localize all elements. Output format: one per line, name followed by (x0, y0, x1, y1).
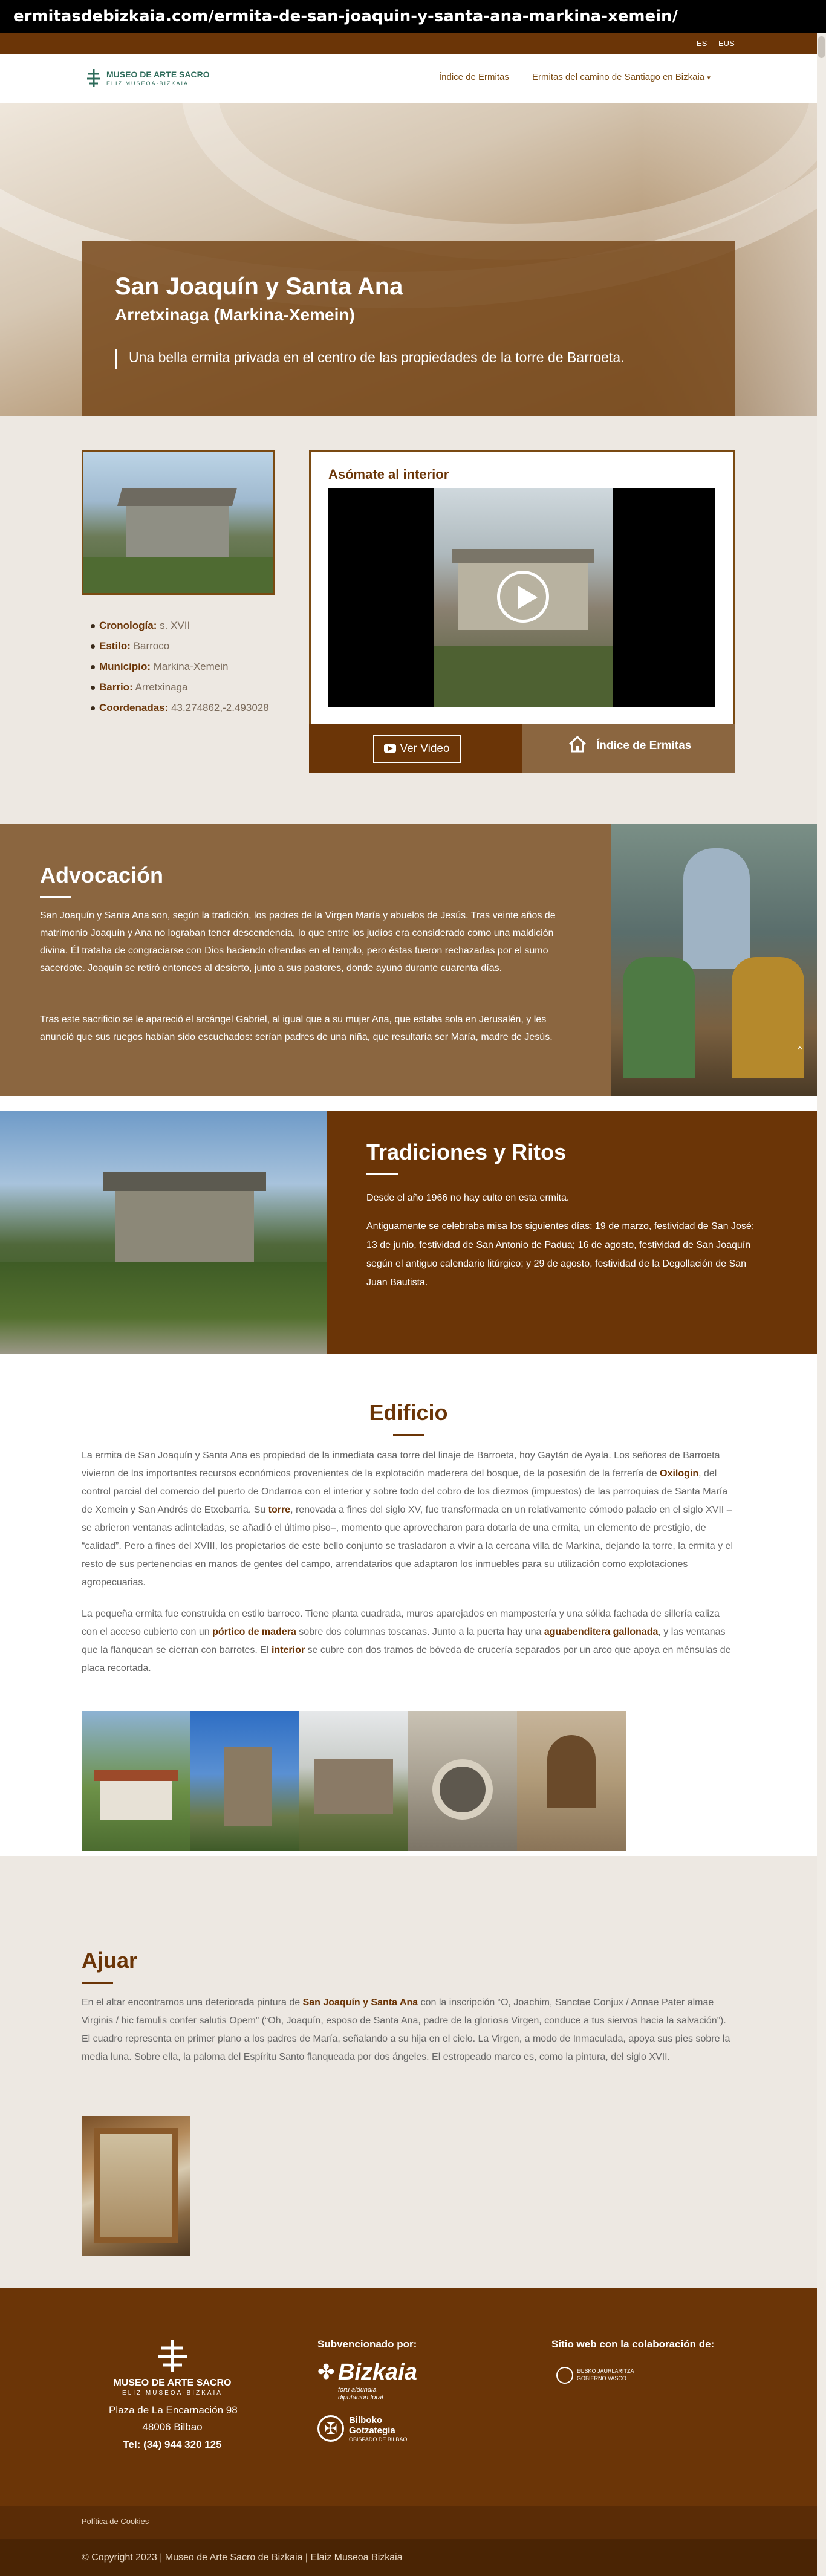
scrollbar-thumb[interactable] (818, 36, 825, 58)
interior-link[interactable]: interior (271, 1645, 305, 1655)
tradiciones-paragraph-1: Desde el año 1966 no hay culto en esta ermita. (366, 1193, 570, 1203)
museum-logo-icon (85, 68, 103, 88)
advocacion-title: Advocación (40, 863, 164, 887)
museum-logo-icon (154, 2338, 190, 2373)
fact-barrio: Barrio: Arretxinaga (91, 677, 284, 698)
bizkaia-leaf-icon: ✤ (317, 2361, 335, 2384)
footer-address: Plaza de La Encarnación 98 (109, 2404, 238, 2416)
page-subtitle: Arretxinaga (Markina-Xemein) (115, 305, 355, 324)
fact-cronologia: Cronología: s. XVII (91, 615, 284, 636)
advocacion-painting (611, 824, 817, 1096)
gallery-image-4[interactable] (408, 1711, 517, 1851)
tradiciones-paragraph-2: Antiguamente se celebraba misa los siguientes días: 19 de marzo, festividad de San José; 13 de junio, festividad de San Antonio de Padua; 16 de agosto, festividad de San Joaquín según el antiguo calendario litúrgico; y 29 de agosto, festividad de la Degollación de San Juan Bautista. (366, 1221, 755, 1288)
tradiciones-divider (366, 1173, 398, 1175)
edificio-title: Edificio (369, 1400, 448, 1425)
page-title: San Joaquín y Santa Ana (115, 273, 403, 300)
fact-coordenadas: Coordenadas: 43.274862,-2.493028 (91, 698, 284, 718)
subvencionado-heading: Subvencionado por: (317, 2338, 417, 2350)
page-scrollbar[interactable] (817, 33, 826, 2576)
colaboracion-heading: Sitio web con la colaboración de: (551, 2338, 715, 2350)
fact-municipio: Municipio: Markina-Xemein (91, 657, 284, 677)
advocacion-paragraph-2: Tras este sacrificio se le apareció el arcángel Gabriel, al igual que a su mujer Ana, que estaba sola en Jerusalén, y les anunció que sus ruegos habían sido escuchados: serían padres de una niña, que resultaría ser María, madre de Jesús. (40, 1014, 553, 1042)
tagline-divider (115, 349, 117, 369)
tradiciones-photo (0, 1111, 327, 1354)
footer-city: 48006 Bilbao (142, 2421, 203, 2433)
hero-tagline: Una bella ermita privada en el centro de las propiedades de la torre de Barroeta. (129, 349, 625, 365)
bilboko-gotzategia-logo[interactable]: ✠ Bilboko Gotzategia OBISPADO DE BILBAO (317, 2415, 438, 2451)
ver-video-button[interactable]: Ver Video (373, 735, 461, 763)
chevron-down-icon: ▾ (707, 74, 711, 82)
fact-estilo: Estilo: Barroco (91, 636, 284, 657)
edificio-paragraph-2: La pequeña ermita fue construida en estilo barroco. Tiene planta cuadrada, muros aparejados en mampostería y una sólida fachada de sillería caliza con el acceso cubierto con un pórtico de madera sobre dos columnas toscanas. Junto a la puerta hay una aguabenditera gallonada, y las ventanas que la flanquean se cierran con barrotes. El interior se cubre con dos tramos de bóveda de crucería separados por un arco que apoya en ménsulas de placa recortada. (82, 1609, 731, 1673)
tradiciones-title: Tradiciones y Ritos (366, 1140, 567, 1164)
copyright-text: © Copyright 2023 | Museo de Arte Sacro de Bizkaia | Elaiz Museoa Bizkaia (82, 2552, 403, 2563)
ajuar-paragraph: En el altar encontramos una deteriorada pintura de San Joaquín y Santa Ana con la inscripción “O, Joachim, Sanctae Conjux / Annae Pater almae Virginis / hic famulis confer salutis Opem” (“Oh, Joaquín, esposo de Santa Ana, padre de la gloriosa Virgen, conduce a tus siervos hacia la salvación”). El cuadro representa en primer plano a los padres de María, señalando a su hija en el cielo. La Virgen, a modo de Inmaculada, apoya sus pies sobre la media luna. Sobre ella, la paloma del Espíritu Santo flanqueada por dos ángeles. El estropeado marco es, como la pintura, del siglo XVII. (82, 1997, 730, 2062)
advocacion-divider (40, 896, 71, 898)
ajuar-title: Ajuar (82, 1948, 138, 1973)
torre-link[interactable]: torre (268, 1505, 291, 1515)
gallery-image-5[interactable] (517, 1711, 626, 1851)
edificio-divider (393, 1434, 424, 1436)
cross-icon: ✠ (317, 2415, 344, 2442)
lang-eus-link[interactable]: EUS (718, 39, 735, 48)
eusko-emblem-icon (556, 2367, 573, 2384)
gallery-image-2[interactable] (190, 1711, 299, 1851)
hermitage-photo[interactable] (82, 450, 275, 595)
video-title: Asómate al interior (328, 467, 449, 482)
scroll-top-icon[interactable]: ⌃ (796, 1046, 804, 1056)
facts-list (91, 615, 284, 718)
hero-overlay-box (82, 241, 735, 418)
indice-ermitas-button[interactable]: Índice de Ermitas (568, 733, 714, 759)
ajuar-divider (82, 1982, 113, 1984)
aguabenditera-link[interactable]: aguabenditera gallonada (544, 1627, 659, 1637)
gobierno-vasco-logo[interactable]: EUSKO JAURLARITZA GOBIERNO VASCO (556, 2367, 647, 2391)
gallery-image-1[interactable] (82, 1711, 190, 1851)
cookies-policy-link[interactable]: Política de Cookies (82, 2517, 149, 2526)
browser-url-bar[interactable]: ermitasdebizkaia.com/ermita-de-san-joaquin-y-santa-ana-markina-xemein/ (0, 0, 826, 33)
oxilogin-link[interactable]: Oxilogin (660, 1468, 699, 1479)
home-icon (568, 736, 587, 753)
site-logo[interactable] (85, 68, 210, 89)
bizkaia-logo[interactable]: ✤ Bizkaia foru aldundia diputación foral (317, 2360, 417, 2401)
gallery-image-3[interactable] (299, 1711, 408, 1851)
play-icon[interactable] (497, 571, 549, 623)
edificio-paragraph-1: La ermita de San Joaquín y Santa Ana es propiedad de la inmediata casa torre del linaje de Barroeta, hoy Gaytán de Ayala. Los señores de Barroeta vivieron de los importantes recursos económicos provenientes de la explotación maderera del bosque, de la posesión de la ferrería de Oxilogin, del control parcial del comercio del puerto de Ondarroa con el interior y sobre todo del cobro de los diezmos (impuestos) de las parroquias de Santa María de Xemein y San Andrés de Etxebarria. Su torre, renovada a fines del siglo XV, fue transformada en un relativamente cómodo palacio en el siglo XVII –se abrieron ventanas adinteladas, se añadió el último piso–, momento que aprovecharon para dotarla de una ermita, un elemento de prestigio, de “calidad”. Pero a fines del XVIII, los propietarios de este bello conjunto se trasladaron a vivir a la cercana villa de Markina, dejando la torre, la ermita y el resto de sus pertenencias en manos de gentes del campo, arrendatarios que adaptaron los inmuebles para su utilización como explotaciones agropecuarias. (82, 1450, 733, 1588)
portico-link[interactable]: pórtico de madera (212, 1627, 296, 1637)
logo-subtitle: ELIZ MUSEOA·BIZKAIA (106, 80, 189, 86)
footer-phone: Tel: (34) 944 320 125 (123, 2439, 222, 2450)
ajuar-painting-image[interactable] (82, 2116, 190, 2256)
nav-camino-santiago[interactable]: Ermitas del camino de Santiago en Bizkaia ▾ (532, 72, 711, 82)
advocacion-paragraph-1: San Joaquín y Santa Ana son, según la tradición, los padres de la Virgen María y abuelos de Jesús. Tras veinte años de matrimonio Joaquín y Ana no lograban tener descendencia, lo que entre los judíos era considerado como una maldición divina. Él trataba de congraciarse con Dios haciendo ofrendas en el templo, pero éstas fueron rechazadas por el sumo sacerdote. Joaquín se retiró entonces al desierto, junto a sus pastores, donde ayunó durante cuarenta días. (40, 910, 556, 973)
lang-es-link[interactable]: ES (697, 39, 707, 48)
youtube-icon (384, 744, 396, 753)
san-joaquin-link[interactable]: San Joaquín y Santa Ana (302, 1997, 418, 2008)
logo-title: MUSEO DE ARTE SACRO (106, 70, 210, 79)
footer-museum-name: MUSEO DE ARTE SACRO (113, 2378, 232, 2388)
nav-indice-ermitas[interactable]: Índice de Ermitas (439, 72, 509, 82)
language-bar (0, 33, 826, 54)
footer-museum-subtitle: ELIZ MUSEOA·BIZKAIA (122, 2390, 223, 2396)
